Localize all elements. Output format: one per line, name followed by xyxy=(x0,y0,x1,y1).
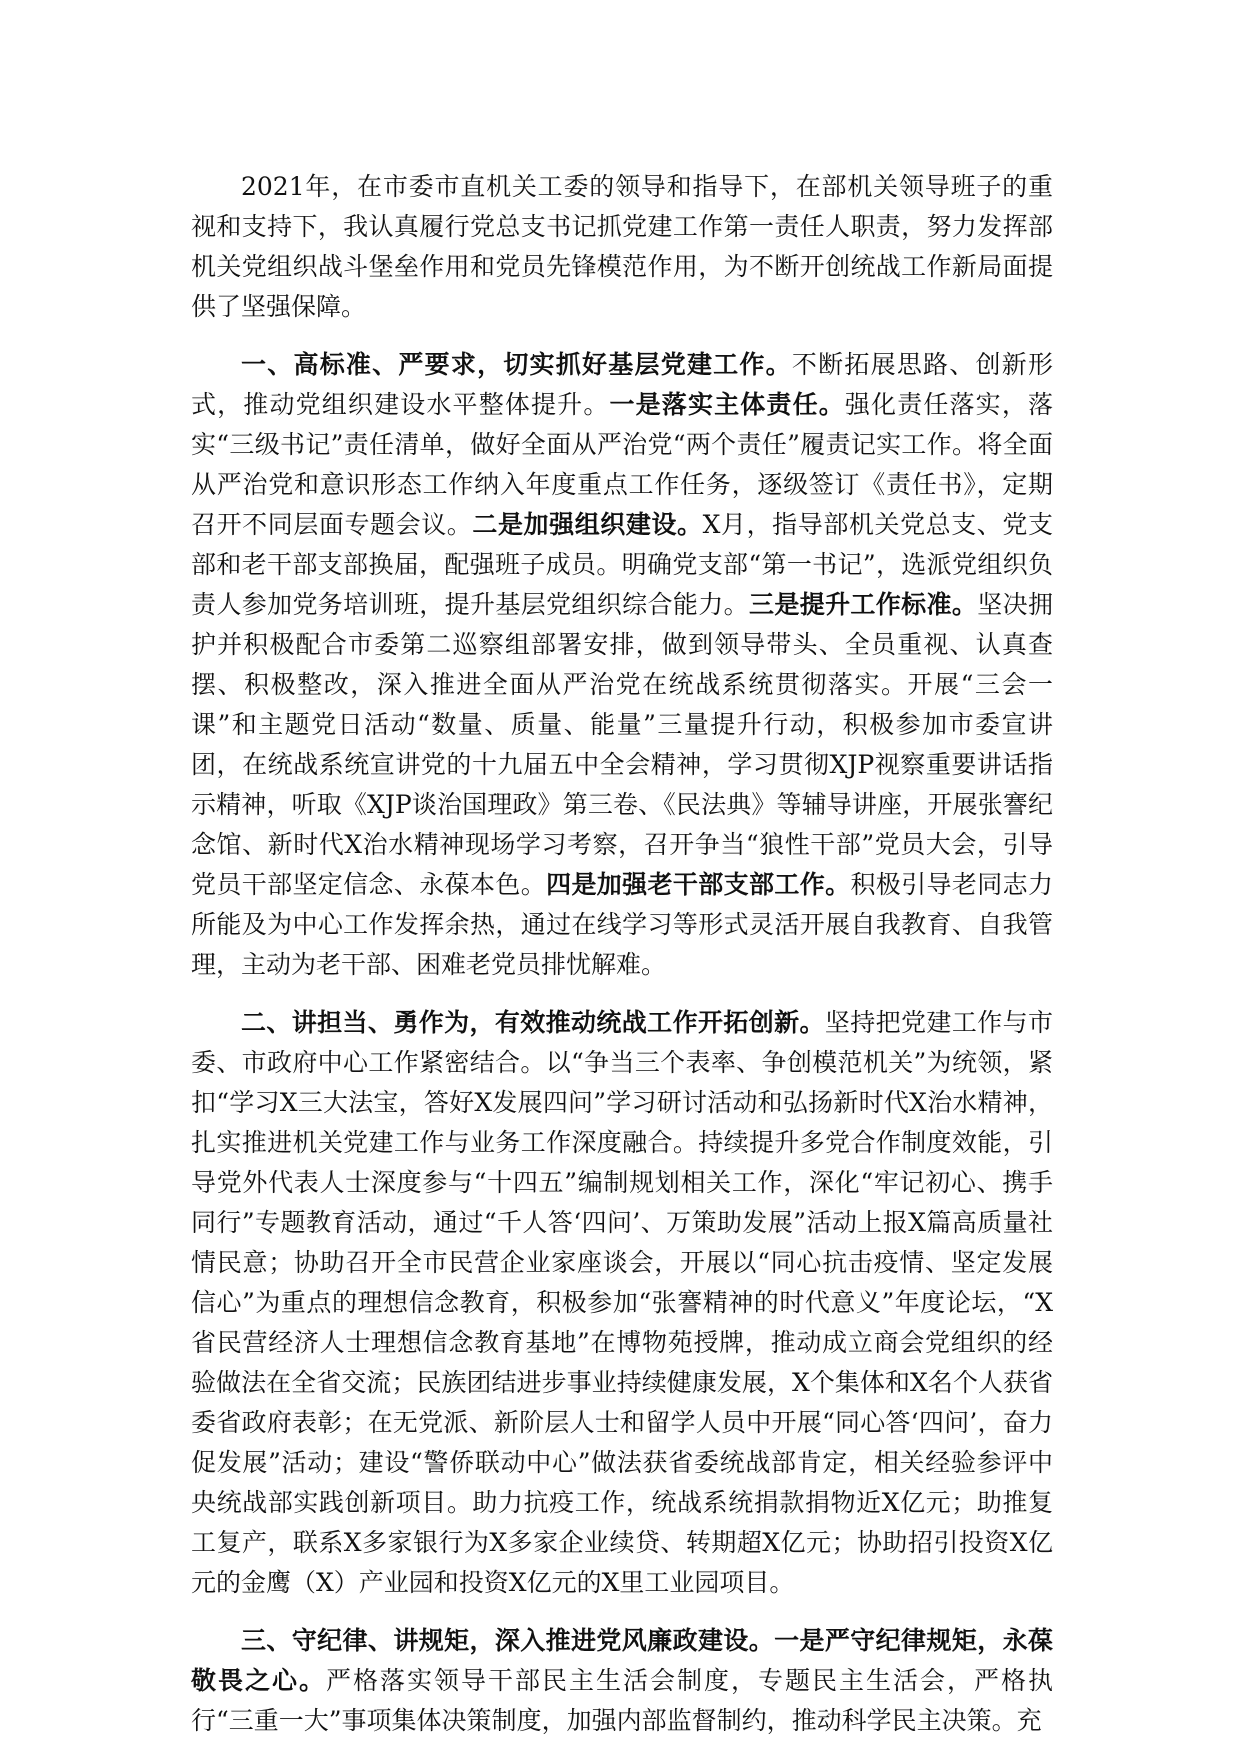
text-run: 严格落实领导干部民主生活会制度，专题民主生活会，严格执行“三重一大”事项集体决策制度，加强内部监督制约，推动科学民主决策。充 xyxy=(191,1666,1053,1735)
subpoint-heading: 一是严守纪律规矩，永葆敬畏之心。 xyxy=(191,1626,1053,1695)
section-heading: 三、守纪律、讲规矩，深入推进党风廉政建设。 xyxy=(241,1626,775,1655)
subpoint-heading: 二是加强组织建设。 xyxy=(472,510,703,539)
text-run: 不断拓展思路、创新形式，推动党组织建设水平整体提升。 xyxy=(191,350,1053,419)
text-run: 2021年，在市委市直机关工委的领导和指导下，在部机关领导班子的重视和支持下，我认真履行党总支书记抓党建工作第一责任人职责，努力发挥部机关党组织战斗堡垒作用和党员先锋模范作用，为不断开创统战工作新局面提供了坚强保障。 xyxy=(191,172,1053,321)
subpoint-heading: 三是提升工作标准。 xyxy=(748,590,978,619)
paragraph-section-2 xyxy=(191,1003,1053,1603)
subpoint-heading: 一是落实主体责任。 xyxy=(609,390,845,419)
text-run: 积极引导老同志力所能及为中心工作发挥余热，通过在线学习等形式灵活开展自我教育、自我管理，主动为老干部、困难老党员排忧解难。 xyxy=(191,870,1053,979)
document-page xyxy=(191,167,1053,1741)
section-heading: 二、讲担当、勇作为，有效推动统战工作开拓创新。 xyxy=(241,1008,825,1037)
text-run: X月，指导部机关党总支、党支部和老干部支部换届，配强班子成员。明确党支部“第一书记”，选派党组织负责人参加党务培训班，提升基层党组织综合能力。 xyxy=(191,510,1053,619)
subpoint-heading: 四是加强老干部支部工作。 xyxy=(546,870,851,899)
section-heading: 一、高标准、严要求，切实抓好基层党建工作。 xyxy=(241,350,792,379)
paragraph-intro xyxy=(191,167,1053,327)
paragraph-section-3 xyxy=(191,1621,1053,1741)
text-run: 坚决拥护并积极配合市委第二巡察组部署安排，做到领导带头、全员重视、认真查摆、积极整改，深入推进全面从严治党在统战系统贯彻落实。开展“三会一课”和主题党日活动“数量、质量、能量”三量提升行动，积极参加市委宣讲团，在统战系统宣讲党的十九届五中全会精神，学习贯彻XJP视察重要讲话指示精神，听取《XJP谈治国理政》第三卷、《民法典》等辅导讲座，开展张謇纪念馆、新时代X治水精神现场学习考察，召开争当“狼性干部”党员大会，引导党员干部坚定信念、永葆本色。 xyxy=(191,590,1053,899)
text-run: 坚持把党建工作与市委、市政府中心工作紧密结合。以“争当三个表率、争创模范机关”为统领，紧扣“学习X三大法宝，答好X发展四问”学习研讨活动和弘扬新时代X治水精神，扎实推进机关党建工作与业务工作深度融合。持续提升多党合作制度效能，引导党外代表人士深度参与“十四五”编制规划相关工作，深化“牢记初心、携手同行”专题教育活动，通过“千人答‘四问’、万策助发展”活动上报X篇高质量社情民意；协助召开全市民营企业家座谈会，开展以“同心抗击疫情、坚定发展信心”为重点的理想信念教育，积极参加“张謇精神的时代意义”年度论坛，“X省民营经济人士理想信念教育基地”在博物苑授牌，推动成立商会党组织的经验做法在全省交流；民族团结进步事业持续健康发展，X个集体和X名个人获省委省政府表彰；在无党派、新阶层人士和留学人员中开展“同心答‘四问’，奋力促发展”活动；建设“警侨联动中心”做法获省委统战部肯定，相关经验参评中央统战部实践创新项目。助力抗疫工作，统战系统捐款捐物近X亿元；助推复工复产，联系X多家银行为X多家企业续贷、转期超X亿元；协助招引投资X亿元的金鹰（X）产业园和投资X亿元的X里工业园项目。 xyxy=(191,1008,1053,1597)
paragraph-section-1 xyxy=(191,345,1053,985)
text-run: 强化责任落实，落实“三级书记”责任清单，做好全面从严治党“两个责任”履责记实工作。将全面从严治党和意识形态工作纳入年度重点工作任务，逐级签订《责任书》，定期召开不同层面专题会议。 xyxy=(191,390,1053,539)
